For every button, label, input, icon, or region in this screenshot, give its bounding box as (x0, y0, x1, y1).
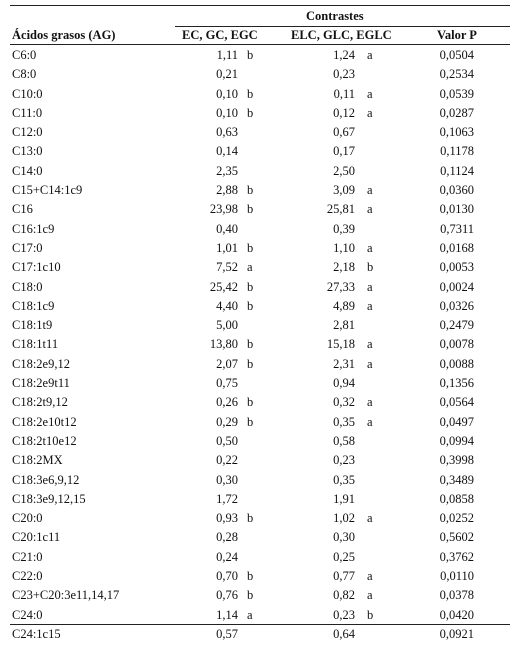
ec-value: 0,57 (216, 626, 238, 641)
elc-value: 0,23 (333, 607, 355, 622)
column-header-p-value: Valor P (437, 28, 477, 42)
ec-value: 0,50 (216, 433, 238, 448)
ec-value: 0,63 (216, 125, 238, 140)
p-value: 0,0378 (439, 588, 474, 603)
fatty-acid-name: C23+C20:3e11,14,17 (12, 588, 120, 603)
elc-value: 0,35 (333, 414, 355, 429)
p-value: 0,0088 (439, 356, 474, 371)
p-value: 0,3762 (439, 549, 474, 564)
ec-letter: b (247, 298, 254, 313)
ec-letter: a (247, 260, 253, 275)
ec-letter: b (247, 588, 254, 603)
p-value: 0,0078 (439, 337, 474, 352)
elc-letter: a (367, 588, 373, 603)
ec-value: 7,52 (216, 260, 238, 275)
fatty-acid-name: C18:2e9,12 (12, 356, 70, 371)
elc-value: 0,64 (333, 626, 355, 641)
fatty-acid-name: C18:3e6,9,12 (12, 472, 80, 487)
elc-letter: a (367, 105, 373, 120)
column-header-elc: ELC, GLC, EGLC (291, 28, 392, 42)
elc-value: 0,30 (333, 530, 355, 545)
table-body (0, 47, 519, 645)
ec-value: 0,30 (216, 472, 238, 487)
p-value: 0,0420 (439, 607, 474, 622)
header-rule (10, 44, 510, 45)
ec-letter: b (247, 414, 254, 429)
column-header-ec: EC, GC, EGC (182, 28, 258, 42)
elc-letter: a (367, 86, 373, 101)
elc-value: 2,50 (333, 163, 355, 178)
elc-letter: a (367, 356, 373, 371)
ec-value: 2,35 (216, 163, 238, 178)
table-row (0, 452, 519, 471)
fatty-acid-name: C6:0 (12, 48, 37, 62)
elc-value: 1,24 (333, 48, 355, 62)
ec-value: 0,40 (216, 221, 238, 236)
fatty-acid-name: C18:2e10t12 (12, 414, 77, 429)
p-value: 0,0130 (439, 202, 474, 217)
ec-letter: b (247, 202, 254, 217)
ec-letter: b (247, 395, 254, 410)
p-value: 0,0858 (439, 491, 474, 506)
elc-value: 25,81 (326, 202, 355, 217)
table-row (0, 182, 519, 201)
ec-value: 0,21 (216, 67, 238, 82)
bottom-rule (10, 624, 510, 625)
fatty-acid-name: C24:1c15 (12, 626, 61, 641)
p-value: 0,0360 (439, 183, 474, 198)
p-value: 0,0024 (439, 279, 474, 294)
ec-value: 0,28 (216, 530, 238, 545)
elc-letter: b (367, 607, 374, 622)
table-row (0, 105, 519, 124)
ec-value: 1,11 (216, 48, 238, 62)
p-value: 0,5602 (439, 530, 474, 545)
table-row (0, 163, 519, 182)
elc-letter: a (367, 183, 373, 198)
table-row (0, 66, 519, 85)
p-value: 0,3489 (439, 472, 474, 487)
p-value: 0,0994 (439, 433, 474, 448)
p-value: 0,0564 (439, 395, 474, 410)
ec-value: 0,22 (216, 453, 238, 468)
elc-letter: a (367, 48, 373, 62)
ec-value: 0,26 (216, 395, 238, 410)
elc-letter: a (367, 414, 373, 429)
table-row (0, 240, 519, 259)
fatty-acid-name: C18:2MX (12, 453, 63, 468)
elc-value: 0,25 (333, 549, 355, 564)
p-value: 0,0539 (439, 86, 474, 101)
elc-letter: a (367, 337, 373, 352)
fatty-acid-name: C18:2t10e12 (12, 433, 77, 448)
ec-value: 0,75 (216, 376, 238, 391)
fatty-acid-name: C18:0 (12, 279, 43, 294)
table-row (0, 279, 519, 298)
table-row (0, 568, 519, 587)
fatty-acid-name: C15+C14:1c9 (12, 183, 83, 198)
fatty-acid-name: C17:0 (12, 240, 43, 255)
fatty-acid-name: C21:0 (12, 549, 43, 564)
ec-value: 0,24 (216, 549, 238, 564)
elc-value: 1,10 (333, 240, 355, 255)
elc-value: 2,81 (333, 318, 355, 333)
p-value: 0,0921 (439, 626, 474, 641)
elc-letter: a (367, 240, 373, 255)
top-rule (10, 5, 510, 6)
table-row (0, 510, 519, 529)
table-row (0, 375, 519, 394)
p-value: 0,0110 (440, 569, 474, 584)
ec-letter: b (247, 105, 254, 120)
p-value: 0,0504 (439, 48, 474, 62)
table-row (0, 414, 519, 433)
ec-value: 0,10 (216, 86, 238, 101)
elc-value: 0,94 (333, 376, 355, 391)
p-value: 0,1063 (439, 125, 474, 140)
ec-value: 0,70 (216, 569, 238, 584)
fatty-acid-name: C12:0 (12, 125, 43, 140)
elc-value: 1,02 (333, 511, 355, 526)
ec-value: 0,93 (216, 511, 238, 526)
elc-value: 0,77 (333, 569, 355, 584)
ec-value: 5,00 (216, 318, 238, 333)
ec-value: 1,01 (216, 240, 238, 255)
ec-value: 23,98 (209, 202, 238, 217)
p-value: 0,1356 (439, 376, 474, 391)
elc-letter: a (367, 279, 373, 294)
elc-letter: a (367, 395, 373, 410)
elc-value: 0,39 (333, 221, 355, 236)
table-row (0, 433, 519, 452)
fatty-acid-name: C18:1c9 (12, 298, 55, 313)
elc-value: 0,11 (333, 86, 355, 101)
fatty-acid-name: C20:1c11 (12, 530, 61, 545)
elc-value: 1,91 (333, 491, 355, 506)
table-row (0, 607, 519, 626)
p-value: 0,1124 (440, 163, 474, 178)
elc-value: 0,32 (333, 395, 355, 410)
ec-letter: b (247, 569, 254, 584)
ec-value: 1,14 (216, 607, 238, 622)
p-value: 0,1178 (440, 144, 474, 159)
fatty-acid-name: C8:0 (12, 67, 37, 82)
table-row (0, 86, 519, 105)
fatty-acid-name: C14:0 (12, 163, 43, 178)
table-row (0, 394, 519, 413)
ec-letter: a (247, 607, 253, 622)
table-row (0, 124, 519, 143)
contrastes-rule (175, 26, 510, 27)
fatty-acid-name: C22:0 (12, 569, 43, 584)
table-row (0, 472, 519, 491)
table-row (0, 317, 519, 336)
p-value: 0,0326 (439, 298, 474, 313)
table-row (0, 201, 519, 220)
p-value: 0,0252 (439, 511, 474, 526)
fatty-acid-name: C11:0 (12, 105, 43, 120)
ec-value: 1,72 (216, 491, 238, 506)
fatty-acid-name: C16:1c9 (12, 221, 55, 236)
elc-value: 27,33 (326, 279, 355, 294)
table-row (0, 143, 519, 162)
elc-value: 0,12 (333, 105, 355, 120)
ec-value: 0,76 (216, 588, 238, 603)
ec-value: 0,10 (216, 105, 238, 120)
contrastes-header: Contrastes (306, 9, 364, 23)
table-row (0, 626, 519, 645)
ec-letter: b (247, 183, 254, 198)
p-value: 0,2534 (439, 67, 474, 82)
elc-value: 0,17 (333, 144, 355, 159)
p-value: 0,0053 (439, 260, 474, 275)
fatty-acid-name: C20:0 (12, 511, 43, 526)
table-row (0, 221, 519, 240)
elc-letter: a (367, 202, 373, 217)
table-row (0, 491, 519, 510)
ec-letter: b (247, 86, 254, 101)
fatty-acid-name: C24:0 (12, 607, 43, 622)
elc-letter: b (367, 260, 374, 275)
ec-letter: b (247, 240, 254, 255)
fatty-acid-name: C18:3e9,12,15 (12, 491, 86, 506)
ec-letter: b (247, 279, 254, 294)
elc-letter: a (367, 511, 373, 526)
elc-value: 0,35 (333, 472, 355, 487)
fatty-acid-name: C18:1t9 (12, 318, 53, 333)
elc-value: 0,67 (333, 125, 355, 140)
ec-value: 4,40 (216, 298, 238, 313)
elc-value: 4,89 (333, 298, 355, 313)
elc-value: 0,23 (333, 67, 355, 82)
column-header-ag: Ácidos grasos (AG) (12, 28, 116, 42)
fatty-acid-name: C16 (12, 202, 33, 217)
ec-letter: b (247, 356, 254, 371)
ec-value: 2,88 (216, 183, 238, 198)
fatty-acid-name: C10:0 (12, 86, 43, 101)
fatty-acid-name: C17:1c10 (12, 260, 61, 275)
ec-value: 0,29 (216, 414, 238, 429)
fatty-acid-name: C18:2t9,12 (12, 395, 68, 410)
table-row (0, 259, 519, 278)
table-row (0, 529, 519, 548)
ec-value: 0,14 (216, 144, 238, 159)
p-value: 0,2479 (439, 318, 474, 333)
elc-value: 3,09 (333, 183, 355, 198)
ec-letter: b (247, 511, 254, 526)
elc-value: 2,31 (333, 356, 355, 371)
table-row (0, 587, 519, 606)
p-value: 0,7311 (440, 221, 474, 236)
fatty-acid-name: C18:1t11 (12, 337, 59, 352)
p-value: 0,0287 (439, 105, 474, 120)
ec-value: 25,42 (209, 279, 238, 294)
elc-value: 0,58 (333, 433, 355, 448)
ec-letter: b (247, 48, 254, 62)
elc-letter: a (367, 569, 373, 584)
elc-value: 0,82 (333, 588, 355, 603)
table-row (0, 549, 519, 568)
fatty-acid-name: C13:0 (12, 144, 43, 159)
fatty-acid-name: C18:2e9t11 (12, 376, 70, 391)
ec-value: 13,80 (209, 337, 238, 352)
p-value: 0,0168 (439, 240, 474, 255)
table-row (0, 336, 519, 355)
p-value: 0,3998 (439, 453, 474, 468)
elc-letter: a (367, 298, 373, 313)
table-row (0, 47, 519, 66)
ec-value: 2,07 (216, 356, 238, 371)
elc-value: 0,23 (333, 453, 355, 468)
elc-value: 15,18 (326, 337, 355, 352)
table-row (0, 356, 519, 375)
table-row (0, 298, 519, 317)
ec-letter: b (247, 337, 254, 352)
p-value: 0,0497 (439, 414, 474, 429)
elc-value: 2,18 (333, 260, 355, 275)
